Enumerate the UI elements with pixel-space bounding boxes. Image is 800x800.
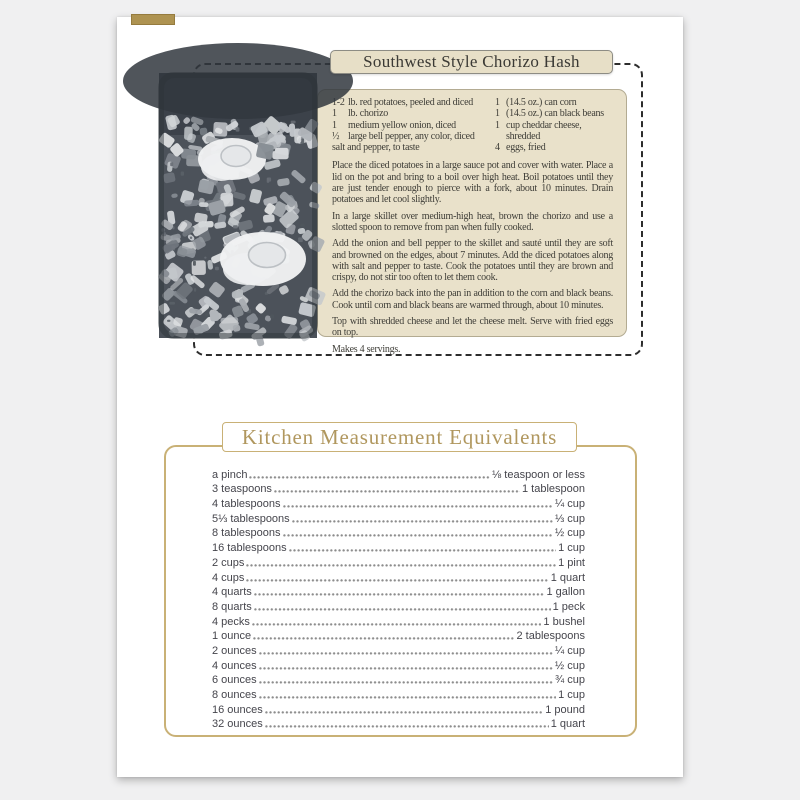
measurement-to: 2 tablespoons — [516, 630, 585, 643]
recipe-photo — [159, 73, 317, 338]
measurement-row — [212, 554, 585, 569]
measurement-row — [212, 701, 585, 716]
measurement-from: a pinch — [212, 468, 248, 481]
chorizo-bit — [236, 127, 240, 131]
instruction-paragraph: In a large skillet over medium-high heat, brown the chorizo and use a slotted spoon to remove from pan when fully cooked. — [332, 210, 613, 233]
measurement-to: ⅓ cup — [555, 512, 585, 525]
measurement-to: 1 quart — [550, 718, 585, 731]
dot-leader — [259, 667, 553, 670]
pan-rim-shadow — [123, 43, 353, 119]
ingredient-name: large bell pepper, any color, diced — [348, 130, 475, 142]
measurement-from: 8 quarts — [212, 600, 252, 613]
egg-yolk-top — [221, 146, 251, 167]
ingredient-name: lb. red potatoes, peeled and diced — [348, 97, 474, 108]
potato-chunk — [263, 214, 275, 223]
ingredient-name: lb. chorizo — [348, 108, 389, 120]
measurement-row — [212, 539, 585, 554]
ingredient-name: eggs, fried — [506, 142, 546, 154]
measurement-to: 1 bushel — [543, 615, 585, 628]
measurement-row — [212, 495, 585, 510]
measurement-to: ½ cup — [555, 659, 585, 672]
measurement-to: 1 cup — [558, 689, 585, 701]
measurement-from: 4 ounces — [212, 659, 257, 672]
measurement-from: 1 ounce — [212, 630, 252, 643]
ingredient-quantity: 1 — [495, 119, 500, 131]
measurement-from: 4 cups — [212, 571, 245, 584]
cookbook-page — [117, 17, 683, 777]
measurement-row — [212, 657, 585, 672]
measurement-to: 1 gallon — [546, 586, 585, 599]
ingredient-line — [332, 142, 495, 153]
chorizo-bit — [193, 261, 196, 266]
potato-chunk — [184, 127, 193, 140]
measurement-from: 4 pecks — [212, 615, 250, 628]
chorizo-hash-photo-illustration — [159, 73, 317, 338]
measurement-row — [212, 642, 585, 657]
ingredient-name: medium yellow onion, diced — [348, 119, 456, 131]
ingredient-line — [495, 120, 613, 143]
egg-yolk-bottom — [249, 243, 286, 268]
ingredient-list — [332, 97, 613, 153]
potato-chunk — [199, 202, 209, 207]
ingredient-quantity: ½ — [332, 130, 340, 142]
measurement-row — [212, 672, 585, 687]
measurement-row — [212, 686, 585, 701]
measurement-from: 16 ounces — [212, 703, 263, 716]
ingredient-line — [332, 120, 495, 131]
ingredient-line — [332, 108, 495, 119]
measurement-from: 4 quarts — [212, 586, 252, 599]
ingredient-line — [495, 97, 613, 108]
ingredient-column-left — [332, 97, 495, 153]
ingredient-quantity: 1 — [332, 108, 337, 120]
page-corner-accent-tab — [131, 14, 175, 25]
measurement-title-box — [222, 422, 577, 452]
measurement-to: 1 pint — [558, 556, 585, 569]
measurement-row — [212, 481, 585, 496]
dot-leader — [292, 520, 553, 523]
chorizo-bit — [194, 288, 196, 292]
dot-leader — [265, 711, 543, 714]
chorizo-bit — [170, 162, 173, 166]
instruction-steps — [332, 160, 613, 338]
servings-note: Makes 4 servings. — [332, 343, 401, 355]
measurement-row — [212, 716, 585, 731]
dot-leader — [289, 549, 556, 552]
measurement-row — [212, 525, 585, 540]
measurement-from: 3 teaspoons — [212, 483, 272, 496]
ingredient-quantity: 1 — [495, 97, 500, 108]
instruction-paragraph: Add the onion and bell pepper to the skillet and sauté until they are soft and browned on the edges, about 7 minutes. Add the diced potatoes along with salt and pepper to taste. Cook the potatoes until they are brown and crispy, do not stir too often to let them cook. — [332, 238, 613, 284]
dot-leader — [254, 608, 551, 611]
measurement-to: 1 cup — [558, 542, 585, 555]
measurement-to: 1 peck — [552, 600, 585, 613]
dot-leader — [249, 476, 490, 479]
measurement-to: 1 tablespoon — [522, 483, 585, 496]
chorizo-bit — [169, 302, 175, 305]
measurement-to: ⅛ teaspoon or less — [492, 468, 585, 481]
measurement-from: 8 ounces — [212, 689, 257, 701]
ingredient-name: salt and pepper, to taste — [332, 142, 420, 154]
chorizo-bit — [204, 257, 206, 259]
measurement-to: ¾ cup — [555, 674, 585, 687]
dot-leader — [259, 696, 556, 699]
measurement-to: 1 quart — [550, 571, 585, 584]
instruction-paragraph: Top with shredded cheese and let the cheese melt. Serve with fried eggs on top. — [332, 316, 613, 339]
recipe-title: Southwest Style Chorizo Hash — [363, 52, 580, 71]
potato-chunk — [289, 123, 296, 137]
measurement-to: ½ cup — [555, 527, 585, 540]
dot-leader — [265, 725, 549, 728]
ingredient-quantity: 1 — [332, 119, 337, 131]
measurement-row — [212, 510, 585, 525]
recipe-content-panel — [317, 89, 627, 355]
measurement-to: 1 pound — [545, 703, 585, 716]
measurement-row — [212, 628, 585, 643]
instruction-paragraph: Add the chorizo back into the pan in addition to the corn and black beans. Cook until corn and black beans are warmed through, about 10 minutes. — [332, 288, 613, 311]
chorizo-bit — [190, 237, 192, 240]
chorizo-bit — [270, 314, 274, 318]
chorizo-bit — [300, 224, 305, 227]
dot-leader — [259, 681, 553, 684]
ingredient-name: cup cheddar cheese, shredded — [506, 119, 582, 142]
chorizo-bit — [267, 178, 270, 183]
recipe-title-box — [330, 50, 613, 74]
measurement-row — [212, 613, 585, 628]
chorizo-bit — [298, 237, 303, 242]
instruction-paragraph: Place the diced potatoes in a large sauce pot and cover with water. Place a lid on the pot and bring to a boil over high heat. Boil potatoes until they are just tender enough to pierce with a fork, about 10 minutes. Drain potatoes and let cool slightly. — [332, 160, 613, 206]
measurement-from: 16 tablespoons — [212, 542, 287, 555]
measurement-from: 5⅓ tablespoons — [212, 512, 290, 525]
chorizo-bit — [167, 320, 171, 322]
dot-leader — [274, 490, 520, 493]
dot-leader — [283, 505, 554, 508]
measurement-row — [212, 569, 585, 584]
ingredient-quantity: 4 — [495, 142, 500, 154]
dot-leader — [253, 637, 514, 640]
chorizo-bit — [291, 121, 296, 124]
chorizo-bit — [233, 225, 238, 228]
dot-leader — [252, 623, 541, 626]
measurement-rows — [212, 466, 585, 730]
measurement-to: ¼ cup — [555, 498, 585, 511]
ingredient-line — [332, 131, 495, 142]
measurement-from: 2 cups — [212, 556, 245, 569]
measurement-to: ¼ cup — [555, 644, 585, 657]
ingredient-name: (14.5 oz.) can corn — [506, 97, 577, 108]
measurement-title: Kitchen Measurement Equivalents — [241, 424, 558, 449]
measurement-from: 4 tablespoons — [212, 498, 281, 511]
measurement-from: 2 ounces — [212, 644, 257, 657]
ingredient-quantity: 1 — [495, 108, 500, 120]
dot-leader — [254, 593, 545, 596]
ingredient-quantity: 1-2 — [332, 97, 345, 108]
measurement-from: 6 ounces — [212, 674, 257, 687]
ingredient-column-right — [495, 97, 613, 153]
measurement-from: 8 tablespoons — [212, 527, 281, 540]
potato-chunk — [209, 310, 219, 321]
dot-leader — [259, 652, 553, 655]
chorizo-bit — [215, 267, 219, 271]
ingredient-line — [495, 108, 613, 119]
measurement-row — [212, 584, 585, 599]
dot-leader — [246, 579, 548, 582]
ingredient-name: (14.5 oz.) can black beans — [506, 108, 604, 120]
chorizo-bit — [205, 313, 209, 317]
measurement-row — [212, 466, 585, 481]
measurement-from: 32 ounces — [212, 718, 263, 731]
measurement-table-box — [164, 445, 637, 737]
chorizo-bit — [181, 172, 184, 176]
measurement-row — [212, 598, 585, 613]
ingredient-line — [495, 142, 613, 153]
dot-leader — [246, 564, 556, 567]
ingredient-line — [332, 97, 495, 108]
dot-leader — [283, 534, 554, 537]
